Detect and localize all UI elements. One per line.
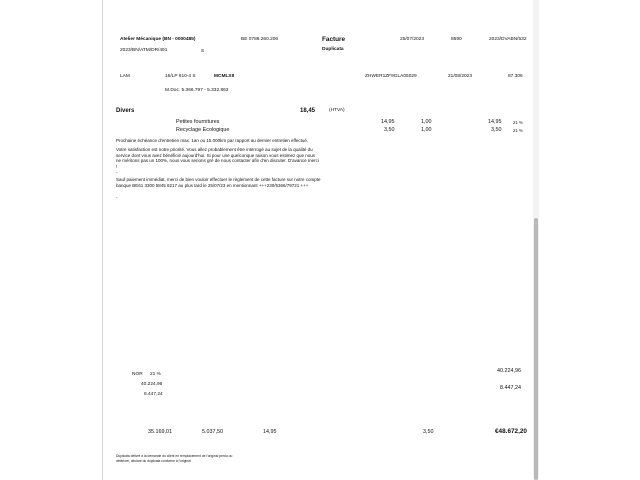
vat-code: NOR — [132, 372, 143, 377]
total-column: 3,50 — [423, 429, 434, 435]
invoice-date: 25/07/2023 — [400, 37, 425, 42]
internal-ref: 2023/BN/ATM/DR/491 — [120, 48, 168, 53]
total-column: 14,95 — [263, 429, 277, 435]
vehicle-vin: ZHWER1ZF9GLA05029 — [365, 74, 417, 79]
note-separator: - — [116, 195, 118, 200]
vehicle-mdoc: M.Doc. 5.366.797 - 5.332.863 — [165, 88, 229, 93]
grand-total: €48.672,20 — [495, 428, 527, 435]
line-price: 14,95 — [381, 119, 395, 125]
line-desc: Petites fournitures — [176, 119, 220, 125]
vehicle-code: MCMLXII — [214, 74, 235, 79]
vehicle-model: 16/LP 610-4 S — [165, 74, 196, 79]
footer-line: détérioré, déclaré du duplicata conforme à l'original — [116, 459, 191, 463]
company-name: Atelier Mécanique (BN - 0000485) — [120, 37, 196, 42]
invoice-ref: 2023/DVABN/532 — [489, 37, 527, 42]
vehicle-date: 21/08/2023 — [448, 74, 473, 79]
total-vat-right: 8.447,24 — [500, 385, 521, 391]
payment-note: Sauf paiement immédiat, merci de bien vouloir effectuer le règlement de cette facture sur notre compte banque BE61 3300 5845 8217 au plus tard le 25/07/23 en mentionnant +++230/5366/79721 +++ — [116, 177, 321, 188]
vehicle-km: 87.306 — [508, 74, 523, 79]
line-total: 14,95 — [488, 119, 502, 125]
invoice-label: Facture — [322, 36, 346, 43]
divers-label: Divers — [116, 108, 135, 114]
total-column: 35.169,01 — [148, 429, 172, 435]
duplicate-label: Duplicata — [322, 47, 344, 52]
total-column: 5.037,50 — [202, 429, 223, 435]
vat-number: BE 0788.260.206 — [241, 37, 279, 42]
line-vat: 21 % — [513, 128, 523, 133]
vat-base: 40.224,96 — [141, 382, 163, 387]
total-base-right: 40.224,96 — [497, 368, 521, 374]
line-desc: Recyclage Ecologique — [176, 127, 230, 133]
divers-amount: 18,45 — [300, 108, 316, 114]
line-vat: 21 % — [513, 120, 523, 125]
vat-amount: 8.447,24 — [144, 392, 163, 397]
satisfaction-note: Votre satisfaction est notre priorité. Vous allez probablement être interrogé au sujet de la qualité du service dont vous avez bénéficié aujourd'hui. Si pour une quelconque raison vous estimez que nous ne méritons pas un 100%, nous vous serions gré de nous contacter afin d'en discuter. D'avance merci ! — [116, 147, 319, 169]
vehicle-brand: LAM — [120, 74, 130, 79]
ref-flag: S — [201, 49, 205, 54]
line-qty: 1,00 — [421, 119, 432, 125]
line-total: 3,50 — [491, 127, 502, 133]
vat-rate: 21 % — [150, 372, 161, 377]
invoice-code: 8590 — [451, 37, 462, 42]
line-qty: 1,00 — [421, 127, 432, 133]
line-price: 3,50 — [384, 127, 395, 133]
invoice-page — [102, 0, 535, 480]
scrollbar-thumb[interactable] — [534, 218, 538, 480]
maintenance-note: Prochaine échéance d'entretien max. 1an ou 15.000km par rapport au dernier entretien effectué. — [116, 138, 309, 143]
note-separator: - — [116, 170, 118, 175]
footer-line: Duplicata délivré à la demande du client en remplacement de l'original perdu ou — [116, 454, 233, 458]
divers-tax-note: (HTVA) — [329, 108, 345, 113]
